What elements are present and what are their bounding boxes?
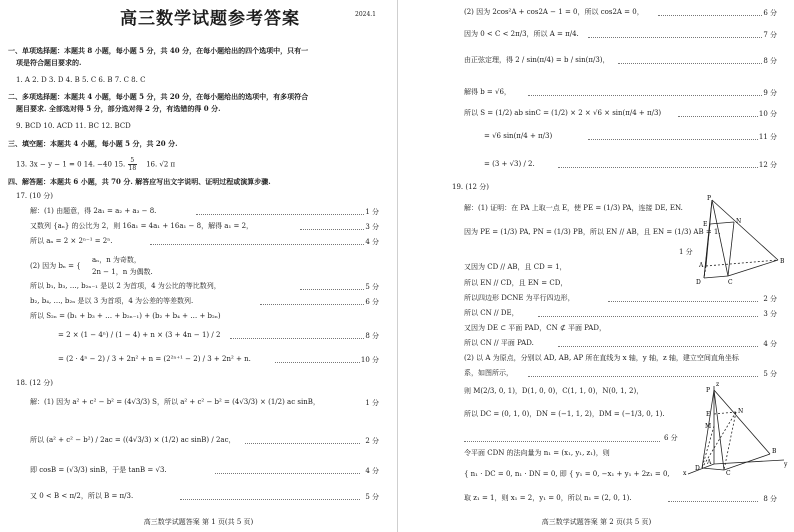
q17-line-6: b₂, b₄, …, b₂ₙ 是以 3 为首项，4 为公差的等差数列. <box>30 297 194 305</box>
q18-part2-line-6: = √6 sin(π/4 + π/3) <box>484 132 553 140</box>
q19-line-11: 则 M(2/3, 0, 1)，D(1, 0, 0)，C(1, 1, 0)，N(0, 1, 2)， <box>464 387 644 395</box>
label-e: E <box>703 221 708 228</box>
section-1-title: 一、单项选择题：本题共 8 小题，每小题 5 分，共 40 分，在每小题给出的四个选项中，只有一 <box>8 46 309 55</box>
label-x: x <box>683 470 687 476</box>
leader-dots <box>618 63 762 64</box>
label-y: y <box>784 461 788 468</box>
answers-13-15: 13. 3x − y − 1 = 0 14. −40 15. <box>16 160 126 169</box>
q17-line-2: 又数列 {aₙ} 的公比为 2，则 16a₁ = 4a₁ + 16a₁ − 8，解得 a₁ = 2， <box>30 222 254 230</box>
leader-dots <box>245 443 360 444</box>
score: 5 分 <box>763 370 777 378</box>
q17-header: 17. (10 分) <box>16 192 53 200</box>
fraction-5-18 <box>128 157 138 172</box>
leader-dots <box>150 244 364 245</box>
q17-line-1: 解：(1) 由题意，得 2a₁ = a₂ + a₃ − 8. <box>30 207 157 215</box>
leader-dots <box>588 37 762 38</box>
label-d: D <box>695 465 700 472</box>
score: 2 分 <box>365 437 379 445</box>
leader-dots <box>260 304 364 305</box>
edge-dc <box>704 276 728 278</box>
q19-line-8: 所以 CN // 平面 PAD. <box>464 339 534 347</box>
q18-part2-line-2: 因为 0 < C < 2π/3，所以 A = π/4. <box>464 30 579 38</box>
leader-dots <box>558 167 758 168</box>
score: 3 分 <box>763 310 777 318</box>
score: 1 分 <box>365 399 379 407</box>
score: 8 分 <box>365 332 379 340</box>
q17-line-7: 所以 S₂ₙ = (b₁ + b₃ + … + b₂ₙ₋₁) + (b₂ + b₄ + … + b₂ₙ) <box>30 312 221 320</box>
leader-dots <box>608 301 758 302</box>
answer-16: 16. √2 π <box>146 160 176 169</box>
label-n: N <box>736 218 742 225</box>
label-e: E <box>706 411 711 418</box>
q19-line-14: 令平面 CDN 的法向量为 n₁ = (x₁, y₁, z₁)，则 <box>464 449 610 457</box>
score: 1 分 <box>679 248 693 256</box>
section-2-answers: 9. BCD 10. ACD 11. BC 12. BCD <box>16 122 131 130</box>
leader-dots <box>464 441 660 442</box>
score: 1 分 <box>365 208 379 216</box>
label-d: D <box>696 279 701 286</box>
edge-dc <box>702 468 724 470</box>
label-z: z <box>716 381 720 388</box>
q18-line-1: 解：(1) 因为 a² + c² − b² = (4√3/3) S，所以 a² + c² − b² = (4√3/3) × (1/2) ac sinB， <box>30 398 320 406</box>
page-footer: 高三数学试题答案 第 2 页(共 5 页) <box>541 518 652 526</box>
q19-line-7: 又因为 DE ⊂ 平面 PAD，CN ⊄ 平面 PAD， <box>464 324 606 332</box>
score: 6 分 <box>365 298 379 306</box>
score: 5 分 <box>365 283 379 291</box>
score: 12 分 <box>758 161 777 169</box>
fraction-denominator: 18 <box>128 165 137 172</box>
segment-cn <box>728 222 734 276</box>
score: 2 分 <box>763 295 777 303</box>
q18-part2-line-7: = (3 + √3) / 2. <box>484 160 535 168</box>
q18-line-4: 又 0 < B < π/2，所以 B = π/3. <box>30 492 134 500</box>
q19-line-12: 所以 DC = (0, 1, 0)，DN = (−1, 1, 2)，DM = (−1/3, 0, 1). <box>464 410 665 418</box>
q19-header: 19. (12 分) <box>452 183 489 191</box>
date-label: 2024.1 <box>355 11 376 18</box>
label-p: P <box>706 387 711 394</box>
page-2 <box>397 0 794 532</box>
leader-dots <box>588 139 758 140</box>
label-a: A <box>699 262 704 269</box>
leader-dots <box>196 214 364 215</box>
label-b: B <box>772 448 777 455</box>
score: 8 分 <box>763 57 777 65</box>
q17-case-odd: aₙ，n 为奇数， <box>92 256 141 264</box>
q18-part2-line-5: 所以 S = (1/2) ab sinC = (1/2) × 2 × √6 × sin(π/4 + π/3) <box>464 109 662 117</box>
edge-cb <box>728 260 778 276</box>
q17-case-even: 2n − 1，n 为偶数. <box>92 268 153 276</box>
leader-dots <box>558 346 758 347</box>
q19-line-9: (2) 以 A 为原点，分别以 AD, AB, AP 所在直线为 x 轴，y 轴，z 轴，建立空间直角坐标 <box>464 354 739 362</box>
coordinate-figure <box>680 380 790 476</box>
leader-dots <box>275 362 360 363</box>
q18-part2-line-1: (2) 因为 2cos²A + cos2A − 1 = 0，所以 cos2A = 0， <box>464 8 644 16</box>
score: 4 分 <box>365 238 379 246</box>
pyramid-figure <box>694 194 790 286</box>
section-4-title: 四、解答题：本题共 6 小题，共 70 分. 解答应写出文字说明、证明过程或演算步骤. <box>8 177 271 186</box>
leader-dots <box>180 499 360 500</box>
q18-part2-line-4: 解得 b = √6， <box>464 88 511 96</box>
score: 3 分 <box>365 223 379 231</box>
edge-pc <box>714 390 724 470</box>
q19-line-16: 取 z₁ = 1，则 x₁ = 2，y₁ = 0，所以 n₁ = (2, 0, 1). <box>464 494 632 502</box>
segment-en <box>710 222 734 224</box>
section-2-title-cont: 题目要求. 全部选对得 5 分，部分选对得 2 分，有选错的得 0 分. <box>16 104 221 113</box>
page-title: 高三数学试题参考答案 <box>120 9 300 29</box>
edge-pc <box>712 200 728 276</box>
q19-line-10: 系，如图所示， <box>464 369 513 377</box>
score: 4 分 <box>365 467 379 475</box>
score: 5 分 <box>365 493 379 501</box>
label-c: C <box>728 279 733 286</box>
leader-dots <box>668 501 758 502</box>
page-footer: 高三数学试题答案 第 1 页(共 5 页) <box>143 518 254 526</box>
leader-dots <box>528 95 762 96</box>
q17-line-5: 所以 b₁, b₃, …, b₂ₙ₋₁ 是以 2 为首项，4 为公比的等比数列， <box>30 282 221 290</box>
section-3-title: 三、填空题：本题共 4 小题，每小题 5 分，共 20 分. <box>8 139 178 148</box>
score: 6 分 <box>763 9 777 17</box>
leader-dots <box>658 15 762 16</box>
q19-line-3: 又因为 CD // AB，且 CD = 1， <box>464 263 567 271</box>
q19-line-15: { n₁ · DC = 0, n₁ · DN = 0, 即 { y₁ = 0, −x₁ + y₁ + 2z₁ = 0, <box>464 470 670 478</box>
q17-line-8: = 2 × (1 − 4ⁿ) / (1 − 4) + n × (3 + 4n − 1) / 2 <box>58 331 221 339</box>
q18-header: 18. (12 分) <box>16 379 53 387</box>
edge-cb <box>724 454 770 470</box>
score: 8 分 <box>763 495 777 503</box>
q19-line-1: 解：(1) 证明：在 PA 上取一点 E，使 PE = (1/3) PA，连接 DE, EN. <box>464 204 683 212</box>
leader-dots <box>528 376 758 377</box>
edge-pb <box>714 390 770 454</box>
score: 11 分 <box>758 133 777 141</box>
q19-line-2: 因为 PE = (1/3) PA, PN = (1/3) PB，所以 EN // AB，且 EN = (1/3) AB = 1. <box>464 228 721 236</box>
q19-line-5: 所以四边形 DCNE 为平行四边形， <box>464 294 575 302</box>
label-a: A <box>707 459 712 466</box>
score: 4 分 <box>763 340 777 348</box>
q17-line-3: 所以 aₙ = 2 × 2ⁿ⁻¹ = 2ⁿ. <box>30 237 113 245</box>
score: 7 分 <box>763 31 777 39</box>
edge-pb <box>712 200 778 260</box>
edge-ab <box>706 260 778 266</box>
q17-line-9: = (2 · 4ⁿ − 2) / 3 + 2n² + n = (2²ⁿ⁺¹ − 2) / 3 + 2n² + n. <box>58 355 251 363</box>
segment-cn <box>724 412 736 470</box>
q17-line-4: (2) 因为 bₙ = { <box>30 262 81 270</box>
q18-line-2: 所以 (a² + c² − b²) / 2ac = ((4√3/3) × (1/2) ac sinB) / 2ac， <box>30 436 236 444</box>
y-axis <box>714 460 784 464</box>
leader-dots <box>538 316 758 317</box>
section-1-answers: 1. A 2. D 3. D 4. B 5. C 6. B 7. C 8. C <box>16 76 146 84</box>
q19-line-6: 所以 CN // DE， <box>464 309 519 317</box>
label-c: C <box>726 470 731 476</box>
leader-dots <box>230 338 364 339</box>
section-1-title-cont: 项是符合题目要求的. <box>16 58 82 67</box>
section-2-title: 二、多项选择题：本题共 4 小题，每小题 5 分，共 20 分，在每小题给出的选项中，有多项符合 <box>8 92 309 101</box>
score: 10 分 <box>360 356 379 364</box>
score: 6 分 <box>664 434 678 442</box>
label-m: M <box>705 423 712 430</box>
label-n: N <box>738 408 744 415</box>
q18-line-3: 即 cosB = (√3/3) sinB，于是 tanB = √3. <box>30 466 167 474</box>
fraction-numerator: 5 <box>128 157 138 165</box>
q19-line-4: 所以 EN // CD，且 EN = CD， <box>464 279 568 287</box>
section-3-answers <box>16 157 175 172</box>
label-b: B <box>780 258 785 265</box>
leader-dots <box>300 229 364 230</box>
label-p: P <box>707 195 712 202</box>
leader-dots <box>300 289 364 290</box>
segment-de <box>704 224 710 278</box>
score: 9 分 <box>763 89 777 97</box>
leader-dots <box>678 116 758 117</box>
score: 10 分 <box>758 110 777 118</box>
q18-part2-line-3: 由正弦定理，得 2 / sin(π/4) = b / sin(π/3)， <box>464 56 610 64</box>
leader-dots <box>215 473 360 474</box>
